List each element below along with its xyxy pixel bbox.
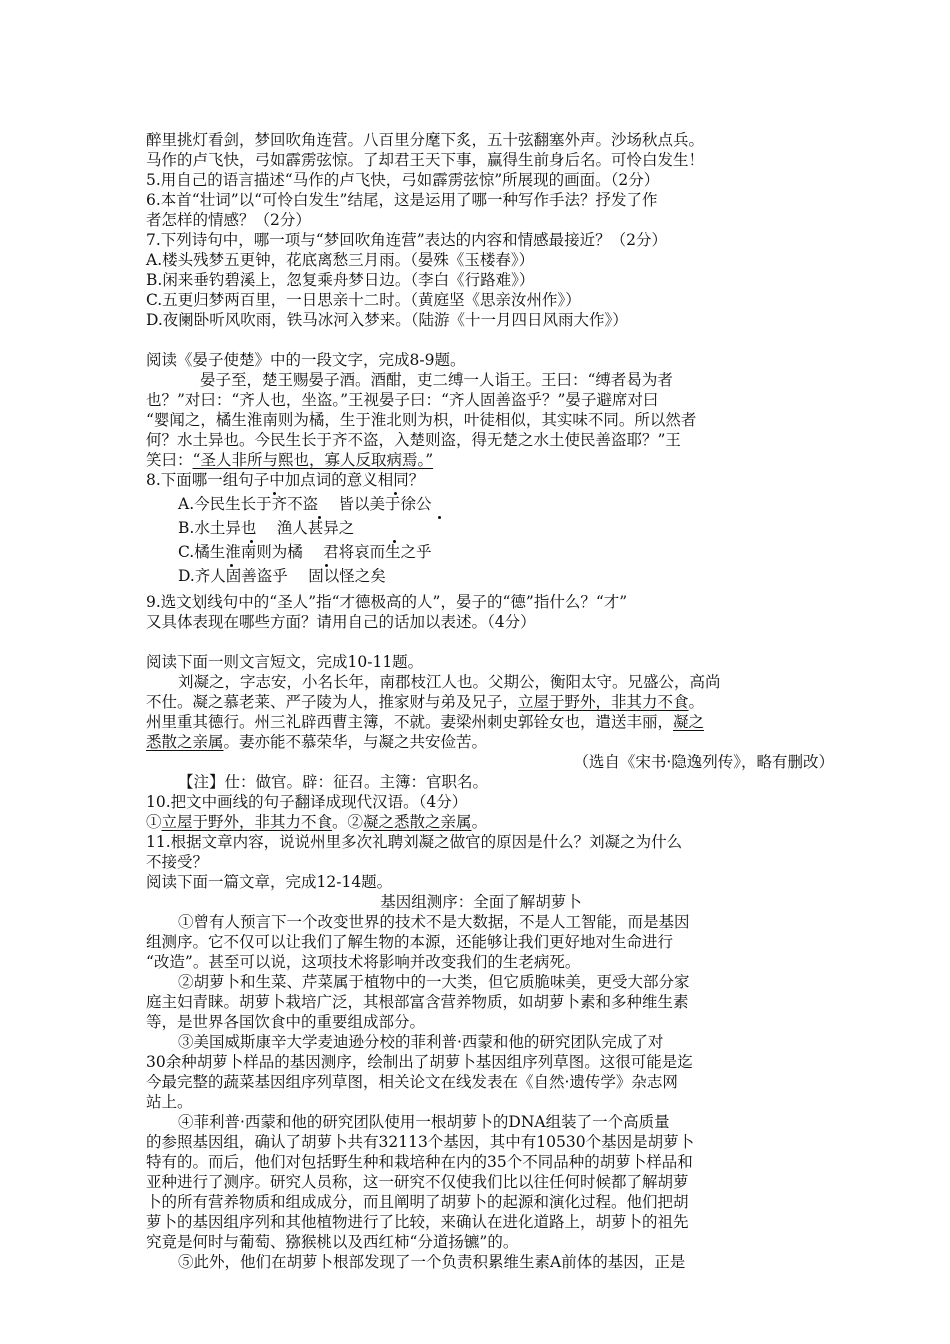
option-7a: A.楼头残梦五更钟，花底离愁三月雨。（晏殊《玉楼春》） [146, 251, 535, 269]
yanzi-text-plain: 笑曰： [146, 451, 193, 469]
yanzi-text-line-4: 何？水土异也。今民生长于齐不盗，入楚则盗，得无楚之水土使民善盗耶？”王 [146, 431, 681, 449]
article-para2-line2: 庭主妇青睐。胡萝卜栽培广泛，其根部富含营养物质，如胡萝卜素和多种维生素 [146, 993, 689, 1011]
option-8b: B.水土异也 渔人甚异之 [178, 519, 355, 537]
article-para3-line1: ③美国威斯康辛大学麦迪逊分校的菲利普·西蒙和他的研究团队完成了对 [178, 1033, 664, 1051]
section-heading-liuningzhi: 阅读下面一则文言短文，完成10-11题。 [146, 653, 424, 671]
article-para4-line7: 究竟是何时与葡萄、猕猴桃以及西红柿“分道扬镳”的。 [146, 1233, 519, 1251]
article-para5-line1: ⑤此外，他们在胡萝卜根部发现了一个负责积累维生素A前体的基因，正是 [178, 1253, 686, 1271]
article-para1-line3: “改造”。甚至可以说，这项技术将影响并改变我们的生老病死。 [146, 953, 581, 971]
liu-text-line-4 [146, 732, 816, 752]
yanzi-text-line-2: 也？”对曰：“齐人也，坐盗。”王视晏子曰：“齐人固善盗乎？”晏子避席对曰 [146, 391, 659, 409]
annotation-note: 【注】仕：做官。辟：征召。主簿：官职名。 [178, 773, 489, 791]
emphasis-dot [438, 516, 441, 519]
question-10: 10.把文中画线的句子翻译成现代汉语。（4分） [146, 793, 468, 811]
yanzi-text-line-3: “婴闻之，橘生淮南则为橘，生于淮北则为枳，叶徒相似，其实味不同。所以然者 [146, 411, 697, 429]
question-7: 7.下列诗句中，哪一项与“梦回吹角连营”表达的内容和情感最接近？（2分） [146, 231, 668, 249]
emphasis-dot [318, 516, 321, 519]
article-para3-line3: 今最完整的蔬菜基因组序列草图，相关论文在线发表在《自然·遗传学》杂志网 [146, 1073, 678, 1091]
source-citation: （选自《宋书·隐逸列传》，略有删改） [573, 753, 834, 771]
question-6-line-2: 者怎样的情感？（2分） [146, 211, 311, 229]
liu-text-plain: 州里重其德行。州三礼辟西曹主簿，不就。妻梁州刺史郭铨女也，遣送丰丽， [146, 713, 674, 731]
liu-text-punct: 。 [688, 693, 705, 711]
circled-number-1: ① [146, 813, 162, 831]
article-para4-line1: ④菲利普·西蒙和他的研究团队使用一根胡萝卜的DNA组装了一个高质量 [178, 1113, 670, 1131]
liu-text-plain: 。妻亦能不慕荣华，与凝之共安俭苦。 [223, 733, 488, 751]
liu-text-line-1: 刘凝之，字志安，小名长年，南郡枝江人也。父期公，衡阳太守。兄盛公，高尚 [178, 673, 721, 691]
poem-line-1: 醉里挑灯看剑，梦回吹角连营。八百里分麾下炙，五十弦翻塞外声。沙场秋点兵。 [146, 131, 705, 149]
question-11-line-1: 11.根据文章内容，说说州里多次礼聘刘凝之做官的原因是什么？刘凝之为什么 [146, 833, 683, 851]
article-para4-line2: 的参照基因组，确认了胡萝卜共有32113个基因，其中有10530个基因是胡萝卜 [146, 1133, 695, 1151]
article-para3-line2: 30余种胡萝卜样品的基因测序，绘制出了胡萝卜基因组序列草图。这很可能是迄 [146, 1053, 693, 1071]
emphasis-dot [394, 492, 397, 495]
article-para4-line3: 特有的。而后，他们对包括野生种和栽培种在内的35个不同品种的胡萝卜样品和 [146, 1153, 693, 1171]
emphasis-dot [230, 564, 233, 567]
punct: 。 [471, 813, 488, 831]
yanzi-text-line-5 [146, 450, 816, 470]
emphasis-dot [273, 492, 276, 495]
question-10-sentences [146, 812, 816, 832]
option-7d: D.夜阑卧听风吹雨，铁马冰河入梦来。（陆游《十一月四日风雨大作》） [146, 311, 628, 329]
article-para4-line4: 亚种进行了测序。研究人员称，这一研究不仅使我们比以往任何时候都了解胡萝 [146, 1173, 689, 1191]
option-8c: C.橘生淮南则为橘 君将哀而生之乎 [178, 543, 432, 561]
section-heading-carrot: 阅读下面一篇文章，完成12-14题。 [146, 873, 393, 891]
option-8d: D.齐人固善盗乎 固以怪之矣 [178, 567, 386, 585]
article-para2-line1: ②胡萝卜和生菜、芹菜属于植物中的一大类，但它质脆味美，更受大部分家 [178, 973, 690, 991]
underlined-sentence-2-start: 凝之 [673, 713, 705, 731]
circled-number-2: 。② [332, 813, 364, 831]
liu-text-line-2 [146, 692, 816, 712]
emphasis-dot [250, 540, 253, 543]
article-para3-line4: 站上。 [146, 1093, 193, 1111]
question-6-line-1: 6.本首“壮词”以“可怜白发生”结尾，这是运用了哪一种写作手法？抒发了作 [146, 191, 658, 209]
article-para2-line3: 等，是世界各国饮食中的重要组成部分。 [146, 1013, 426, 1031]
emphasis-dot [393, 540, 396, 543]
question-8: 8.下面哪一组句子中加点词的意义相同？ [146, 471, 425, 489]
poem-line-2: 马作的卢飞快，弓如霹雳弦惊。了却君王天下事，赢得生前身后名。可怜白发生！ [146, 151, 705, 169]
question-5: 5.用自己的语言描述“马作的卢飞快，弓如霹雳弦惊”所展现的画面。（2分） [146, 171, 660, 189]
question-11-line-2: 不接受？ [146, 853, 209, 871]
article-para1-line2: 组测序。它不仅可以让我们了解生物的本源，还能够让我们更好地对生命进行 [146, 933, 674, 951]
underlined-sentence-2-end: 悉散之亲属 [146, 733, 224, 751]
section-heading-yanzi: 阅读《晏子使楚》中的一段文字，完成8-9题。 [146, 351, 466, 369]
emphasis-dot [325, 564, 328, 567]
underlined-sentence-1: 立屋于野外，非其力不食 [518, 693, 689, 711]
option-7b: B.闲来垂钓碧溪上，忽复乘舟梦日边。（李白《行路难》） [146, 271, 535, 289]
sentence-to-translate-2: 凝之悉散之亲属 [363, 813, 472, 831]
article-title: 基因组测序：全面了解胡萝卜 [380, 893, 582, 911]
liu-text-plain: 不仕。凝之慕老莱、严子陵为人，推家财与弟及兄子， [146, 693, 519, 711]
liu-text-line-3 [146, 712, 816, 732]
question-9-line-2: 又具体表现在哪些方面？请用自己的话加以表述。（4分） [146, 613, 536, 631]
yanzi-text-line-1: 晏子至，楚王赐晏子酒。酒酣，吏二缚一人诣王。王曰：“缚者曷为者 [200, 371, 673, 389]
sentence-to-translate-1: 立屋于野外，非其力不食 [161, 813, 333, 831]
option-7c: C.五更归梦两百里，一日思亲十二时。（黄庭坚《思亲汝州作》） [146, 291, 581, 309]
article-para1-line1: ①曾有人预言下一个改变世界的技术不是大数据，不是人工智能，而是基因 [178, 913, 690, 931]
option-8a: A.今民生长于齐不盗 皆以美于徐公 [178, 495, 432, 513]
underlined-sentence-shengren: “圣人非所与熙也，寡人反取病焉。” [192, 451, 434, 469]
article-para4-line5: 卜的所有营养物质和组成成分，而且阐明了胡萝卜的起源和演化过程。他们把胡 [146, 1193, 689, 1211]
question-9-line-1: 9.选文划线句中的“圣人”指“才德极高的人”，晏子的“德”指什么？“才” [146, 593, 628, 611]
article-para4-line6: 萝卜的基因组序列和其他植物进行了比较，来确认在进化道路上，胡萝卜的祖先 [146, 1213, 689, 1231]
